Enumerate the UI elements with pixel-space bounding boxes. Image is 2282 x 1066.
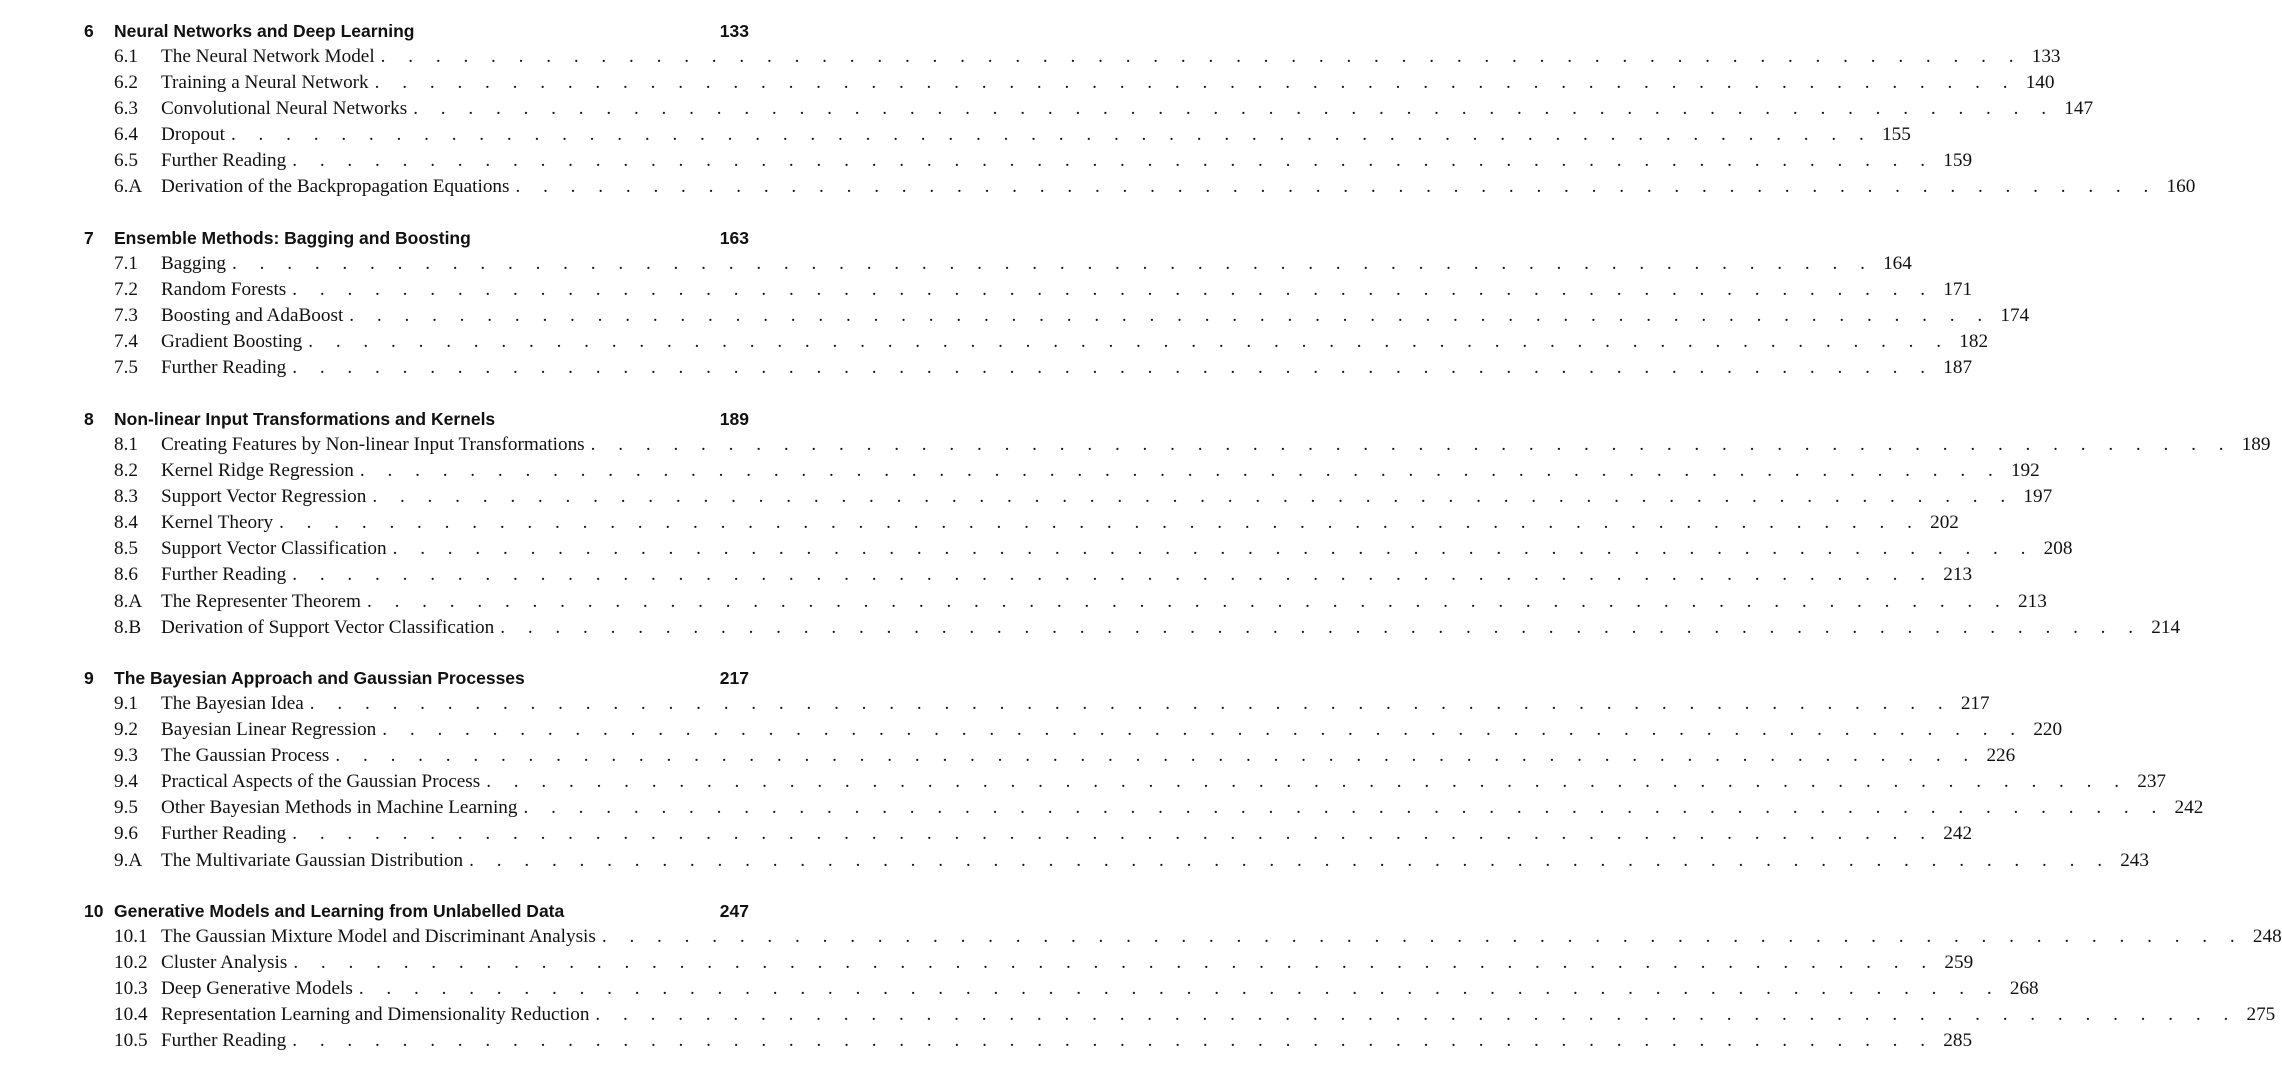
chapter-heading[interactable] [0, 225, 873, 251]
dot-leader: . . . . . . . . . . . . . . . . . . . . . . . . . . . . . . . . . . . . . . . . . . . . . . . . . . . . . . . . . . . . [523, 797, 2166, 819]
section-number: 8.B [114, 616, 142, 638]
section-number: 9.A [114, 849, 143, 871]
dot-leader: . . . . . . . . . . . . . . . . . . . . . . . . . . . . . . . . . . . . . . . . . . . . . . . . . . . . . . . . . . . . [469, 849, 2111, 871]
toc-entry[interactable] [0, 277, 1973, 303]
section-number: 8.4 [114, 512, 138, 534]
section-number: 7.2 [114, 279, 138, 301]
dot-leader: . . . . . . . . . . . . . . . . . . . . . . . . . . . . . . . . . . . . . . . . . . . . . . . . . . . . . . . . . . . . [349, 305, 1992, 327]
section-page-number: 243 [2120, 849, 2149, 871]
section-page-number: 192 [2010, 460, 2040, 482]
section-title: Further Reading [161, 1030, 287, 1052]
dot-leader: . . . . . . . . . . . . . . . . . . . . . . . . . . . . . . . . . . . . . . . . . . . . . . . . . . . . . . . . . . . . [374, 72, 2017, 94]
section-title: Representation Learning and Dimensionality Reduction [161, 1004, 590, 1026]
chapter-page-number: 247 [719, 901, 749, 921]
section-number: 8.A [114, 590, 143, 612]
chapter-heading[interactable] [0, 898, 873, 924]
section-title: Bagging [161, 253, 227, 274]
section-page-number: 159 [1943, 150, 1973, 172]
section-number: 8.5 [114, 538, 138, 560]
dot-leader: . . . . . . . . . . . . . . . . . . . . . . . . . . . . . . . . . . . . . . . . . . . . . . . . . . . . . . . . . . . . [515, 176, 2158, 198]
toc-entry[interactable] [0, 251, 1912, 277]
dot-leader: . . . . . . . . . . . . . . . . . . . . . . . . . . . . . . . . . . . . . . . . . . . . . . . . . . . . . . . . . . . . [232, 253, 1874, 274]
toc-entry[interactable] [0, 96, 2094, 122]
chapter-block [0, 665, 2204, 874]
toc-entry[interactable] [0, 1028, 1973, 1054]
toc-entry[interactable] [0, 174, 2196, 200]
section-number: 10.3 [114, 978, 148, 1000]
section-title: Dropout [161, 124, 225, 146]
section-number: 9.4 [114, 771, 138, 793]
toc-entry[interactable] [0, 976, 2039, 1002]
toc-entry[interactable] [0, 691, 1990, 717]
section-title: Creating Features by Non-linear Input Transformations [161, 434, 585, 455]
chapter-number: 8 [84, 409, 94, 429]
section-number: 7.3 [114, 305, 138, 327]
section-number: 9.3 [114, 745, 138, 767]
chapter-block [0, 898, 2282, 1054]
section-title: The Gaussian Mixture Model and Discriminant Analysis [161, 926, 596, 947]
section-page-number: 187 [1943, 357, 1973, 379]
section-title: Further Reading [161, 150, 287, 172]
section-number: 7.4 [114, 331, 138, 353]
dot-leader: . . . . . . . . . . . . . . . . . . . . . . . . . . . . . . . . . . . . . . . . . . . . . . . . . . . . . . . . . . . . [380, 46, 2023, 67]
dot-leader: . . . . . . . . . . . . . . . . . . . . . . . . . . . . . . . . . . . . . . . . . . . . . . . . . . . . . . . . . . . . [292, 357, 1935, 379]
section-title: Derivation of Support Vector Classification [161, 616, 495, 638]
toc-entry[interactable] [0, 848, 2149, 874]
section-title: The Bayesian Idea [161, 693, 304, 714]
chapter-number: 6 [84, 21, 94, 41]
section-number: 9.5 [114, 797, 138, 819]
section-title: The Neural Network Model [161, 46, 375, 67]
section-title: The Representer Theorem [161, 590, 361, 612]
section-title: Training a Neural Network [161, 72, 369, 94]
toc-entry[interactable] [0, 510, 1959, 536]
chapter-title: Generative Models and Learning from Unlabelled Data [114, 901, 565, 921]
toc-entry[interactable] [0, 355, 1973, 381]
section-page-number: 164 [1883, 253, 1912, 274]
chapter-number: 7 [84, 228, 94, 248]
toc-entry[interactable] [0, 432, 2271, 458]
section-page-number: 202 [1930, 512, 1959, 534]
dot-leader: . . . . . . . . . . . . . . . . . . . . . . . . . . . . . . . . . . . . . . . . . . . . . . . . . . . . . . . . . . . . [359, 460, 2002, 482]
dot-leader: . . . . . . . . . . . . . . . . . . . . . . . . . . . . . . . . . . . . . . . . . . . . . . . . . . . . . . . . . . . . [293, 952, 1936, 974]
chapter-block [0, 225, 2030, 381]
section-title: Kernel Ridge Regression [161, 460, 354, 482]
toc-entry[interactable] [0, 562, 1973, 588]
toc-entry[interactable] [0, 795, 2204, 821]
dot-leader: . . . . . . . . . . . . . . . . . . . . . . . . . . . . . . . . . . . . . . . . . . . . . . . . . . . . . . . . . . . . [595, 1004, 2238, 1026]
chapter-heading[interactable] [0, 665, 873, 691]
section-page-number: 147 [2064, 98, 2094, 120]
section-page-number: 248 [2252, 926, 2282, 947]
section-page-number: 237 [2137, 771, 2167, 793]
section-page-number: 259 [1944, 952, 1974, 974]
section-number: 6.A [114, 176, 143, 198]
section-page-number: 213 [1943, 564, 1973, 586]
section-number: 9.1 [114, 693, 138, 714]
toc-entry[interactable] [0, 950, 1974, 976]
section-page-number: 214 [2151, 616, 2181, 638]
dot-leader: . . . . . . . . . . . . . . . . . . . . . . . . . . . . . . . . . . . . . . . . . . . . . . . . . . . . . . . . . . . . [500, 616, 2143, 638]
chapter-page-number: 133 [719, 21, 749, 41]
section-title: Support Vector Classification [161, 538, 387, 560]
chapter-title: Non-linear Input Transformations and Kernels [114, 409, 496, 429]
section-title: The Gaussian Process [161, 745, 330, 767]
chapter-title: Ensemble Methods: Bagging and Boosting [114, 228, 471, 248]
chapter-heading[interactable] [0, 18, 873, 44]
section-page-number: 140 [2025, 72, 2055, 94]
section-number: 9.6 [114, 823, 138, 845]
dot-leader: . . . . . . . . . . . . . . . . . . . . . . . . . . . . . . . . . . . . . . . . . . . . . . . . . . . . . . . . . . . . [590, 434, 2233, 455]
section-number: 10.4 [114, 1004, 148, 1026]
section-title: Kernel Theory [161, 512, 274, 534]
section-page-number: 133 [2031, 46, 2061, 67]
dot-leader: . . . . . . . . . . . . . . . . . . . . . . . . . . . . . . . . . . . . . . . . . . . . . . . . . . . . . . . . . . . . [292, 564, 1935, 586]
section-page-number: 285 [1943, 1030, 1973, 1052]
dot-leader: . . . . . . . . . . . . . . . . . . . . . . . . . . . . . . . . . . . . . . . . . . . . . . . . . . . . . . . . . . . . [279, 512, 1921, 534]
dot-leader: . . . . . . . . . . . . . . . . . . . . . . . . . . . . . . . . . . . . . . . . . . . . . . . . . . . . . . . . . . . . [292, 279, 1935, 301]
section-number: 8.2 [114, 460, 138, 482]
toc-entry[interactable] [0, 329, 1989, 355]
toc-entry[interactable] [0, 1002, 2276, 1028]
section-title: Boosting and AdaBoost [161, 305, 344, 327]
dot-leader: . . . . . . . . . . . . . . . . . . . . . . . . . . . . . . . . . . . . . . . . . . . . . . . . . . . . . . . . . . . . [372, 486, 2015, 508]
toc-entry[interactable] [0, 303, 2030, 329]
dot-leader: . . . . . . . . . . . . . . . . . . . . . . . . . . . . . . . . . . . . . . . . . . . . . . . . . . . . . . . . . . . . [309, 693, 1952, 714]
chapter-heading[interactable] [0, 406, 873, 432]
toc-entry[interactable] [0, 122, 1911, 148]
dot-leader: . . . . . . . . . . . . . . . . . . . . . . . . . . . . . . . . . . . . . . . . . . . . . . . . . . . . . . . . . . . . [308, 331, 1951, 353]
section-page-number: 242 [2174, 797, 2204, 819]
section-number: 7.5 [114, 357, 138, 379]
section-title: Further Reading [161, 564, 287, 586]
chapter-title: The Bayesian Approach and Gaussian Processes [114, 668, 525, 688]
section-number: 6.2 [114, 72, 138, 94]
chapter-page-number: 163 [719, 228, 749, 248]
chapter-page-number: 189 [719, 409, 749, 429]
chapter-page-number: 217 [719, 668, 749, 688]
section-number: 8.1 [114, 434, 138, 455]
dot-leader: . . . . . . . . . . . . . . . . . . . . . . . . . . . . . . . . . . . . . . . . . . . . . . . . . . . . . . . . . . . . [230, 124, 1873, 146]
section-page-number: 160 [2166, 176, 2196, 198]
section-title: Derivation of the Backpropagation Equations [161, 176, 510, 198]
section-number: 6.1 [114, 46, 138, 67]
section-title: The Multivariate Gaussian Distribution [161, 849, 464, 871]
section-number: 6.5 [114, 150, 138, 172]
section-number: 7.1 [114, 253, 138, 274]
toc-entry[interactable] [0, 484, 2053, 510]
section-page-number: 174 [2000, 305, 2030, 327]
section-number: 10.5 [114, 1030, 148, 1052]
dot-leader: . . . . . . . . . . . . . . . . . . . . . . . . . . . . . . . . . . . . . . . . . . . . . . . . . . . . . . . . . . . . [358, 978, 2001, 1000]
dot-leader: . . . . . . . . . . . . . . . . . . . . . . . . . . . . . . . . . . . . . . . . . . . . . . . . . . . . . . . . . . . . [292, 1030, 1935, 1052]
section-title: Further Reading [161, 357, 287, 379]
section-page-number: 226 [1986, 745, 2016, 767]
section-page-number: 242 [1943, 823, 1973, 845]
section-title: Further Reading [161, 823, 287, 845]
section-page-number: 182 [1959, 331, 1989, 353]
section-number: 6.4 [114, 124, 138, 146]
toc-entry[interactable] [0, 769, 2167, 795]
toc-entry[interactable] [0, 717, 2063, 743]
toc-entry[interactable] [0, 615, 2181, 641]
dot-leader: . . . . . . . . . . . . . . . . . . . . . . . . . . . . . . . . . . . . . . . . . . . . . . . . . . . . . . . . . . . . [366, 590, 2009, 612]
dot-leader: . . . . . . . . . . . . . . . . . . . . . . . . . . . . . . . . . . . . . . . . . . . . . . . . . . . . . . . . . . . . [413, 98, 2056, 120]
toc-entry[interactable] [0, 589, 2047, 615]
chapter-block [0, 406, 2271, 641]
section-title: Gradient Boosting [161, 331, 303, 353]
section-page-number: 171 [1943, 279, 1973, 301]
toc-entry[interactable] [0, 44, 2061, 70]
toc-entry[interactable] [0, 458, 2040, 484]
chapter-title: Neural Networks and Deep Learning [114, 21, 415, 41]
section-title: Other Bayesian Methods in Machine Learning [161, 797, 518, 819]
dot-leader: . . . . . . . . . . . . . . . . . . . . . . . . . . . . . . . . . . . . . . . . . . . . . . . . . . . . . . . . . . . . [486, 771, 2129, 793]
dot-leader: . . . . . . . . . . . . . . . . . . . . . . . . . . . . . . . . . . . . . . . . . . . . . . . . . . . . . . . . . . . . [292, 823, 1935, 845]
dot-leader: . . . . . . . . . . . . . . . . . . . . . . . . . . . . . . . . . . . . . . . . . . . . . . . . . . . . . . . . . . . . [382, 719, 2025, 741]
toc-entry[interactable] [0, 70, 2055, 96]
section-title: Support Vector Regression [161, 486, 367, 508]
section-page-number: 268 [2009, 978, 2039, 1000]
section-title: Random Forests [161, 279, 287, 301]
section-number: 10.1 [114, 926, 148, 947]
dot-leader: . . . . . . . . . . . . . . . . . . . . . . . . . . . . . . . . . . . . . . . . . . . . . . . . . . . . . . . . . . . . [335, 745, 1978, 767]
section-number: 6.3 [114, 98, 138, 120]
toc-entry[interactable] [0, 821, 1973, 847]
chapter-number: 9 [84, 668, 94, 688]
toc-entry[interactable] [0, 148, 1973, 174]
section-page-number: 217 [1960, 693, 1990, 714]
section-title: Cluster Analysis [161, 952, 288, 974]
section-title: Deep Generative Models [161, 978, 353, 1000]
section-page-number: 220 [2033, 719, 2063, 741]
section-title: Bayesian Linear Regression [161, 719, 377, 741]
dot-leader: . . . . . . . . . . . . . . . . . . . . . . . . . . . . . . . . . . . . . . . . . . . . . . . . . . . . . . . . . . . . [292, 150, 1935, 172]
dot-leader: . . . . . . . . . . . . . . . . . . . . . . . . . . . . . . . . . . . . . . . . . . . . . . . . . . . . . . . . . . . . [392, 538, 2035, 560]
section-page-number: 189 [2241, 434, 2271, 455]
chapter-block [0, 18, 2196, 201]
chapter-number: 10 [84, 901, 104, 921]
toc-entry[interactable] [0, 743, 2016, 769]
section-page-number: 208 [2043, 538, 2073, 560]
section-title: Practical Aspects of the Gaussian Process [161, 771, 481, 793]
toc-entry[interactable] [0, 536, 2073, 562]
section-page-number: 197 [2023, 486, 2053, 508]
section-page-number: 213 [2018, 590, 2047, 612]
section-number: 8.3 [114, 486, 138, 508]
section-number: 10.2 [114, 952, 148, 974]
section-number: 9.2 [114, 719, 138, 741]
section-number: 8.6 [114, 564, 138, 586]
section-title: Convolutional Neural Networks [161, 98, 408, 120]
dot-leader: . . . . . . . . . . . . . . . . . . . . . . . . . . . . . . . . . . . . . . . . . . . . . . . . . . . . . . . . . . . . [601, 926, 2244, 947]
section-page-number: 155 [1882, 124, 1911, 146]
toc-entry[interactable] [0, 924, 2282, 950]
section-page-number: 275 [2246, 1004, 2276, 1026]
